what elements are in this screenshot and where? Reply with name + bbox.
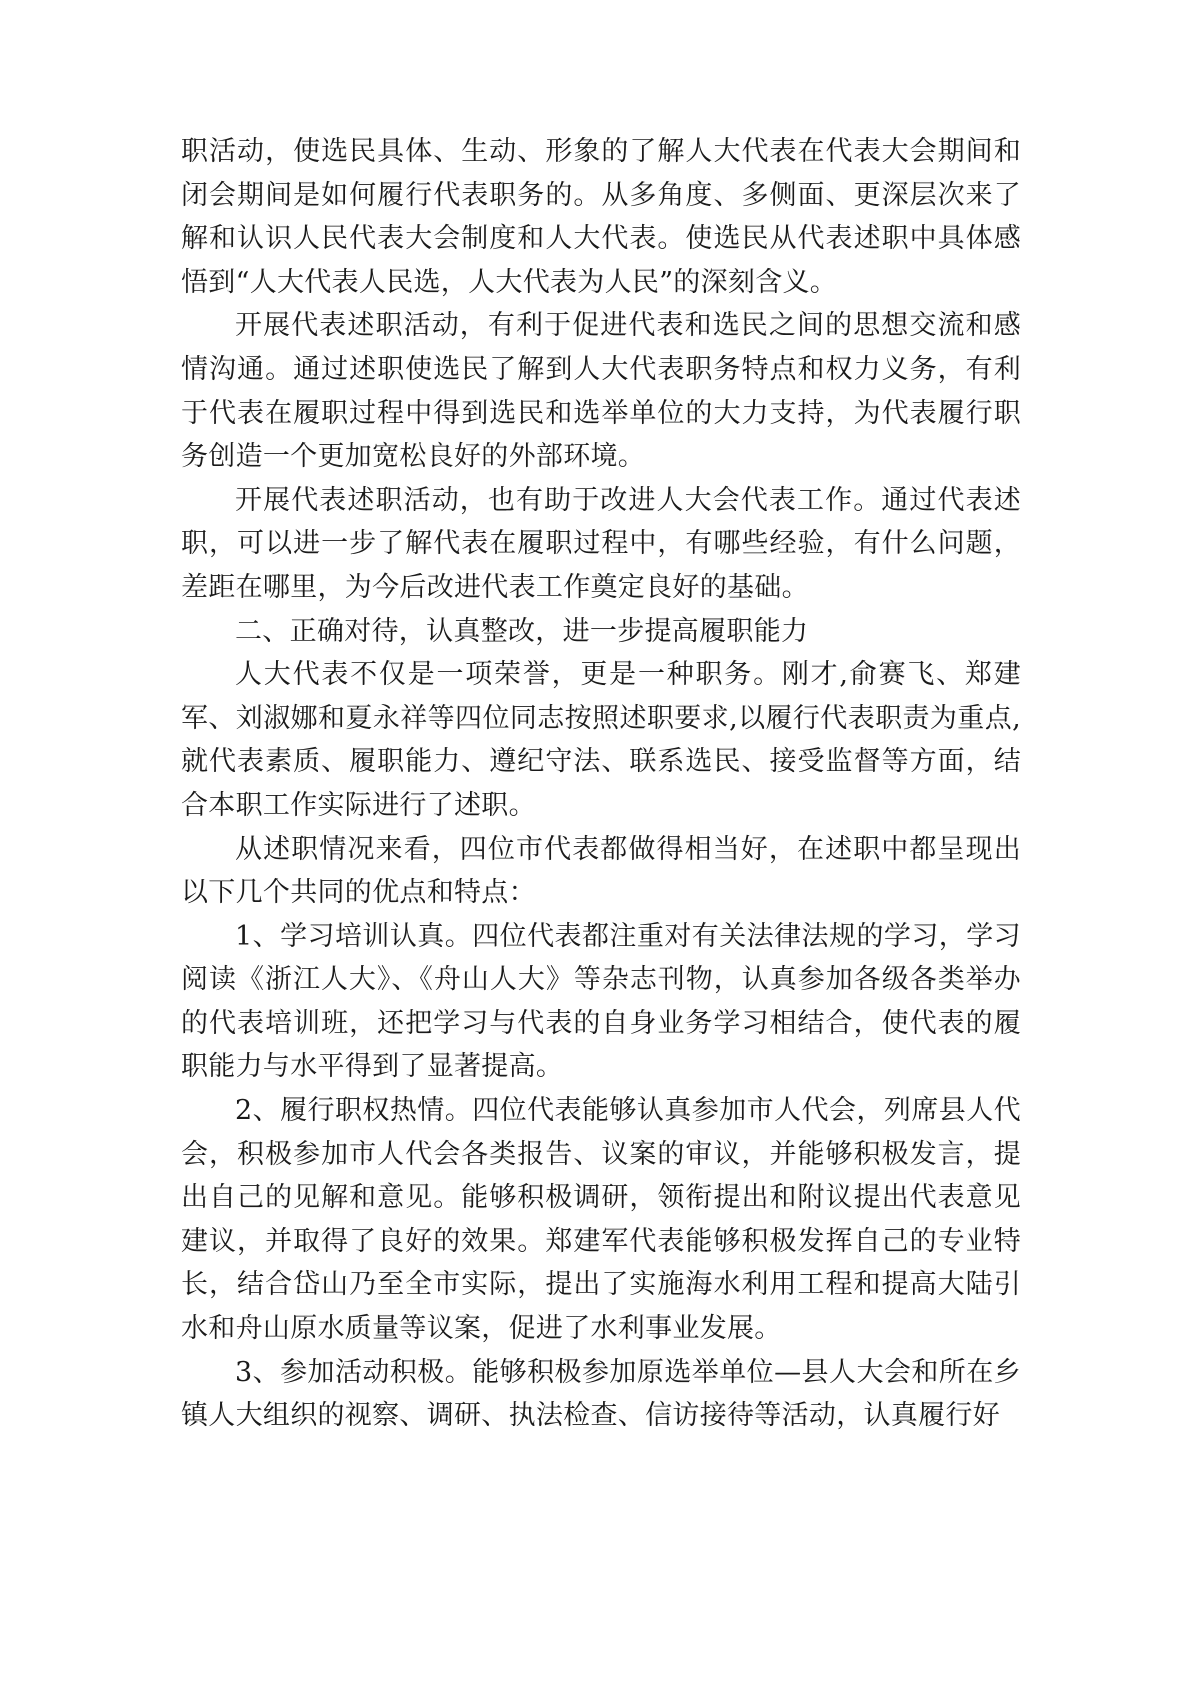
paragraph-6: 从述职情况来看，四位市代表都做得相当好，在述职中都呈现出以下几个共同的优点和特点： [181,833,1021,909]
paragraph-5: 人大代表不仅是一项荣誉，更是一种职务。刚才,俞赛飞、郑建军、刘淑娜和夏永祥等四位同志按照述职要求,以履行代表职责为重点,就代表素质、履职能力、遵纪守法、联系选民、接受监督等方面，结合本职工作实际进行了述职。 [181,659,1021,821]
paragraph-3: 开展代表述职活动，也有助于改进人大会代表工作。通过代表述职，可以进一步了解代表在履职过程中，有哪些经验，有什么问题，差距在哪里，为今后改进代表工作奠定良好的基础。 [181,484,1021,603]
paragraph-1: 职活动，使选民具体、生动、形象的了解人大代表在代表大会期间和闭会期间是如何履行代表职务的。从多角度、多侧面、更深层次来了解和认识人民代表大会制度和人大代表。使选民从代表述职中具体感悟到“人大代表人民选，人大代表为人民”的深刻含义。 [181,136,1021,298]
list-item-2: 2、履行职权热情。四位代表能够认真参加市人代会，列席县人代会，积极参加市人代会各类报告、议案的审议，并能够积极发言，提出自己的见解和意见。能够积极调研，领衔提出和附议提出代表意见建议，并取得了良好的效果。郑建军代表能够积极发挥自己的专业特长，结合岱山乃至全市实际，提出了实施海水利用工程和提高大陆引水和舟山原水质量等议案，促进了水利事业发展。 [181,1095,1021,1345]
list-item-1: 1、学习培训认真。四位代表都注重对有关法律法规的学习，学习阅读《浙江人大》、《舟山人大》等杂志刊物，认真参加各级各类举办的代表培训班，还把学习与代表的自身业务学习相结合，使代表的履职能力与水平得到了显著提高。 [181,920,1021,1083]
list-item-3: 3、参加活动积极。能够积极参加原选举单位—县人大会和所在乡镇人大组织的视察、调研、执法检查、信访接待等活动，认真履行好 [181,1356,1021,1432]
paragraph-2: 开展代表述职活动，有利于促进代表和选民之间的思想交流和感情沟通。通过述职使选民了解到人大代表职务特点和权力义务，有利于代表在履职过程中得到选民和选举单位的大力支持，为代表履行职务创造一个更加宽松良好的外部环境。 [181,310,1021,473]
section-heading: 二、正确对待，认真整改，进一步提高履职能力 [235,615,809,647]
document-body [181,130,1021,1438]
